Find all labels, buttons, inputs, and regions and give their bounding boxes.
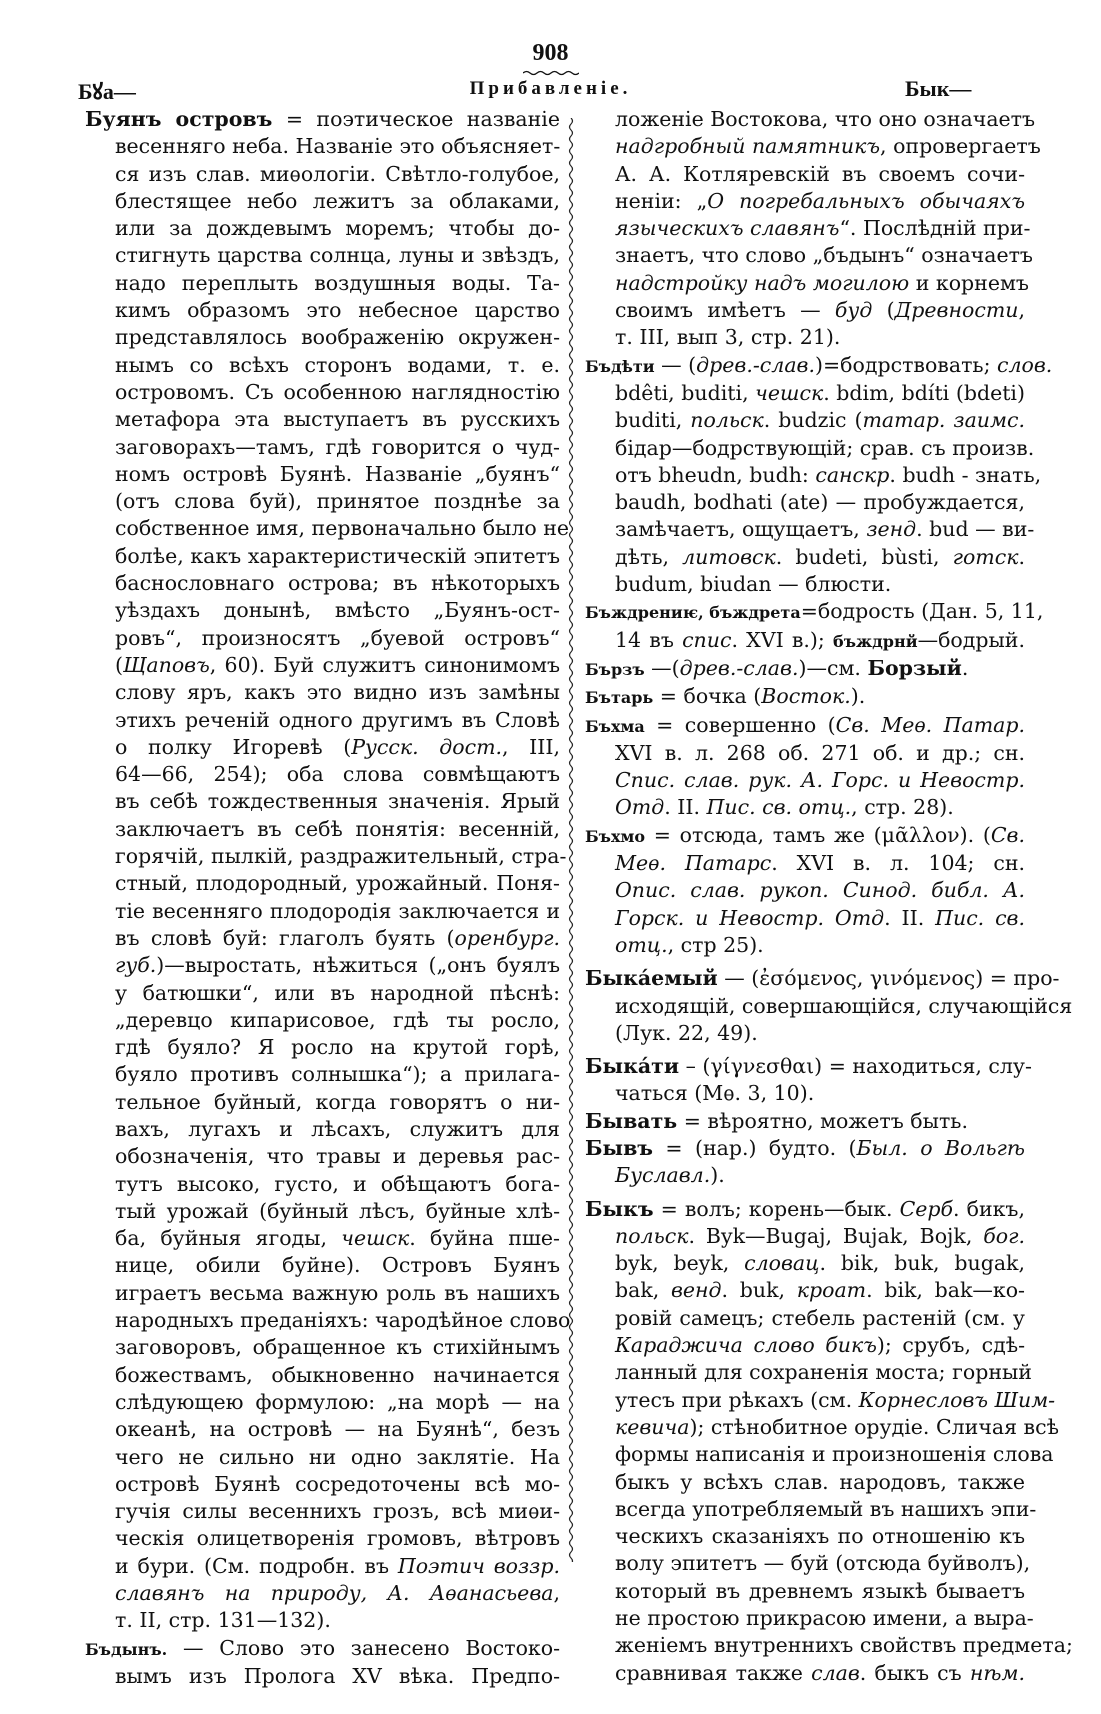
- headword: Бывать: [585, 1108, 678, 1133]
- running-head-right: Бык—: [905, 76, 972, 101]
- entry-bydeti: Бъдѣти — (древ.-слав.)=бодрствовать; слов. bdêti, buditi, чешск. bdim, bdíti (bdeti) buditi, польск. budzic (татар. заимс. бідар—бодрствующій; срав. съ произв. отъ bheudn, budh: санскр. budh - знать, baudh, bodhati (ate) — пробуждается, замѣчаетъ, ощущаетъ, зенд. bud — ви- дѣть, литовск. budeti, bùsti, готск. budum, biudan — блюсти.: [585, 352, 1053, 597]
- headword: Быка́емый: [585, 966, 718, 991]
- entry-byk: Быкъ = волъ; корень—бык. Серб. бикъ, польск. Byk—Bugaj, Bujak, Bojk, бог. byk, beyk, словац. bik, buk, bugak, bak, венд. buk, кроат. bik, bak—ко- ровій самецъ; стебель растеній (см. у Караджича слово бикъ); срубъ, сдѣ- ланный для сохраненія моста; горный утесъ при рѣкахъ (см. Корнесловъ Шим- кевича); стѣнобитное орудіе. Сличая всѣ формы написанія и произношенія слова быкъ у всѣхъ слав. народовъ, также всегда употребляемый въ нашихъ эпи- ческихъ сказаніяхъ по отношенію къ волу эпитетъ — буй (отсюда буйволъ), который въ древнемъ языкѣ бываетъ не простою прикрасою имени, а выра- женіемъ внутреннихъ свойствъ предмета; сравнивая также слав. быкъ съ нѣм.: [585, 1196, 1073, 1685]
- headword: Бъждрениѥ, бъждрета: [585, 603, 801, 623]
- page-number: 908: [532, 40, 569, 66]
- entry-bykati: Быка́ти – (γίγνεσθαι) = находиться, слу- чаться (Мѳ. 3, 10).: [585, 1054, 1032, 1106]
- headword: Бъдѣти: [585, 356, 655, 376]
- entry-byhmo: Бъхмо = отсюда, тамъ же (μᾶλλον). (Св. Меѳ. Патарс. XVI в. л. 104; сн. Опис. слав. рукоп. Синод. библ. А. Горск. и Невостр. Отд. II. Пис. св. отц., стр 25).: [585, 822, 1025, 957]
- headword: Быка́ти: [585, 1054, 680, 1079]
- running-header: [0, 74, 1101, 104]
- entry-bydyn: Бъдынъ. — Слово это занесено Востоко- вымъ изъ Пролога XV вѣка. Предпо-: [85, 1635, 560, 1688]
- entry-bykaemyi: Быка́емый — (ἐσόμενος, γινόμενος) = про- исходящій, совершающійся, случающійся (Лук. 22, 49).: [585, 966, 1073, 1045]
- headword: Бывъ: [585, 1135, 654, 1160]
- entry-byzhdrenie: Бъждрениѥ, бъждрета=бодрость (Дан. 5, 11, 14 въ спис. XVI в.); бъждрнй—бодрый.: [585, 599, 1044, 652]
- right-column: [585, 106, 1073, 1687]
- headword: Бъдынъ.: [85, 1639, 168, 1659]
- entry-byvat: Бывать = вѣроятно, можетъ быть.: [585, 1108, 968, 1133]
- entry-byv: Бывъ = (нар.) будто. (Был. о Вольгѣ Буславл.).: [585, 1135, 1025, 1188]
- headword: Буянъ островъ: [85, 107, 273, 131]
- section-title: Прибавленіе.: [469, 78, 632, 99]
- entry-bydyn-continuation: ложеніе Востокова, что оно означаетъ надгробный памятникъ, опровергаетъ А. А. Котляревскій въ своемъ сочи- неніи: „О погребальныхъ обычаяхъ языческихъ славянъ“. Послѣдній при- знаетъ, что слово „бъдынъ“ означаетъ надстройку надъ могилою и корнемъ своимъ имѣетъ — буд (Древности, т. III, вып 3, стр. 21).: [615, 107, 1041, 350]
- headword: Бъхмо: [585, 826, 646, 846]
- running-head-left: Бꙋа—: [78, 79, 136, 104]
- headword: Бъхма: [585, 716, 645, 736]
- entry-bytar: Бътарь = бочка (Восток.).: [585, 684, 866, 709]
- column-divider: [567, 118, 575, 1562]
- headword: Бътарь: [585, 688, 654, 708]
- headword: Бързъ: [585, 659, 645, 679]
- entry-byhma: Бъхма = совершенно (Св. Меѳ. Патар. XVI в. л. 268 об. 271 об. и др.; сн. Спис. слав. рук. А. Горс. и Невостр. Отд. II. Пис. св. отц., стр. 28).: [585, 712, 1026, 820]
- entry-buyan-ostrov: Буянъ островъ = поэтическое названіе весенняго неба. Названіе это объясняет- ся изъ слав. миѳологіи. Свѣтло-голубое, блестящее небо лежитъ за облаками, или за дождевымъ моремъ; чтобы до- стигнуть царства солнца, луны и звѣздъ, надо переплыть воздушныя воды. Та- кимъ образомъ это небесное царство представлялось воображенію окружен- нымъ со всѣхъ сторонъ водами, т. е. островомъ. Съ особенною наглядностію метафора эта выступаетъ въ русскихъ заговорахъ—тамъ, гдѣ говорится о чуд- номъ островѣ Буянѣ. Названіе „буянъ“ (отъ слова буй), принятое позднѣе за собственное имя, первоначально было не болѣе, какъ характеристическій эпитетъ баснословнаго острова; въ нѣкоторыхъ уѣздахъ донынѣ, вмѣсто „Буянъ-ост- ровъ“, произносятъ „буевой островъ“ (Щаповъ, 60). Буй служитъ синонимомъ слову яръ, какъ это видно изъ замѣны этихъ реченій одного другимъ въ Словѣ о полку Игоревѣ (Русск. дост., III, 64—66, 254); оба слова совмѣщаютъ въ себѣ тождественныя значенія. Ярый заключаетъ въ себѣ понятія: весенній, горячій, пылкій, раздражительный, стра- стный, плодородный, урожайный. Поня- тіе весенняго плодородія заключается и въ словѣ буй: глаголъ буять (оренбург. губ.)—выростать, нѣжиться („онъ буялъ у батюшки“, или въ народной пѣснѣ: „деревцо кипарисовое, гдѣ ты росло, гдѣ буяло? Я росло на крутой горѣ, буяло противъ солнышка“); а прилага- тельное буйный, когда говорятъ о ни- вахъ, лугахъ и лѣсахъ, служитъ для обозначенія, что травы и деревья рас- тутъ высоко, густо, и обѣщаютъ бога- тый урожай (буйный лѣсъ, буйные хлѣ- ба, буйныя ягоды, чешск. буйна пше- нице, обили буйне). Островъ Буянъ играетъ весьма важную роль въ нашихъ народныхъ преданіяхъ: чародѣйное слово заговоровъ, обращенное къ стихійнымъ божествамъ, обыкновенно начинается слѣдующею формулою: „на морѣ — на океанѣ, на островѣ — на Буянѣ“, безъ чего не сильно ни одно заклятіе. На островѣ Буянѣ сосредоточены всѣ мо- гучія силы весеннихъ грозъ, всѣ миѳи- ческія олицетворенія громовъ, вѣтровъ и бури. (См. подробн. въ Поэтич воззр. славянъ на природу, А. Аѳанасьева, т. II, стр. 131—132).: [85, 107, 571, 1633]
- entry-byrz: Бързъ —(древ.-слав.)—см. Борзый.: [585, 655, 969, 680]
- left-column: [85, 106, 571, 1690]
- headword: Быкъ: [585, 1196, 654, 1221]
